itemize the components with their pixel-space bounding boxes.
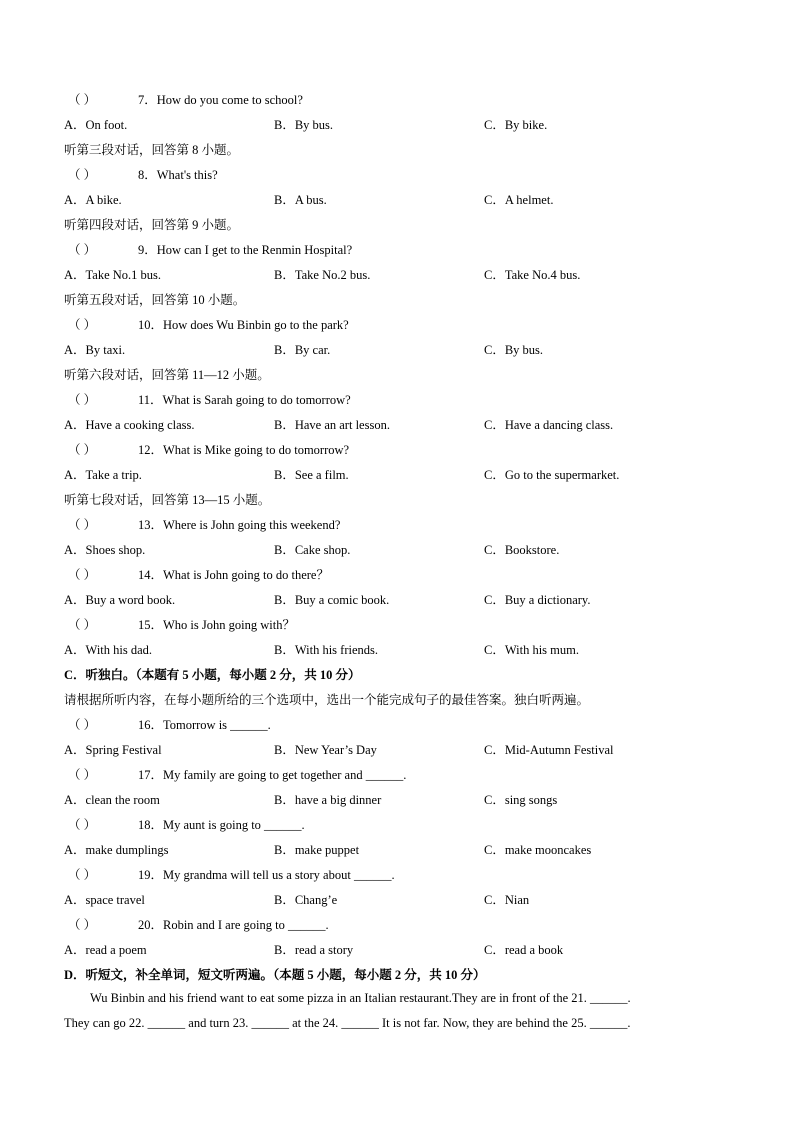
option-b: B．With his friends.: [274, 643, 379, 657]
answer-blank: （ ）: [68, 768, 97, 782]
option-a: A．A bike.: [64, 193, 122, 207]
option-b: B．read a story: [274, 943, 354, 957]
question-text: 20．Robin and I are going to ______.: [138, 918, 329, 932]
question-text: 11．What is Sarah going to do tomorrow?: [138, 393, 351, 407]
question-text: 7．How do you come to school?: [138, 93, 303, 107]
option-b: B．have a big dinner: [274, 793, 382, 807]
section-instruction: 听第四段对话，回答第 9 小题。: [64, 218, 240, 232]
option-c: C．A helmet.: [484, 193, 554, 207]
option-c: C．Buy a dictionary.: [484, 593, 591, 607]
option-c: C．By bus.: [484, 343, 544, 357]
question: [68, 717, 271, 733]
answer-blank: （ ）: [68, 868, 97, 882]
option-a: A．Spring Festival: [64, 743, 162, 757]
answer-blank: （ ）: [68, 518, 97, 532]
question: [68, 317, 349, 333]
answer-blank: （ ）: [68, 393, 97, 407]
option-a: A．By taxi.: [64, 343, 126, 357]
answer-blank: （ ）: [68, 618, 97, 632]
question: [68, 817, 305, 833]
question: [68, 617, 295, 633]
option-a: A．make dumplings: [64, 843, 169, 857]
question: [68, 392, 351, 408]
section-heading: D．听短文，补全单词，短文听两遍。（本题 5 小题，每小题 2 分，共 10 分）: [64, 968, 486, 982]
question-text: 17．My family are going to get together and ______.: [138, 768, 407, 782]
question-text: 19．My grandma will tell us a story about ______.: [138, 868, 395, 882]
section-instruction: 听第七段对话，回答第 13—15 小题。: [64, 493, 271, 507]
option-b: B．Take No.2 bus.: [274, 268, 371, 282]
option-c: C．Have a dancing class.: [484, 418, 614, 432]
answer-blank: （ ）: [68, 318, 97, 332]
option-b: B．By bus.: [274, 118, 334, 132]
option-c: C．With his mum.: [484, 643, 579, 657]
question-text: 8．What's this?: [138, 168, 218, 182]
option-c: C．Bookstore.: [484, 543, 560, 557]
option-c: C．Take No.4 bus.: [484, 268, 581, 282]
option-c: C．Mid-Autumn Festival: [484, 743, 614, 757]
section-instruction: 听第五段对话，回答第 10 小题。: [64, 293, 246, 307]
option-c: C．make mooncakes: [484, 843, 592, 857]
section-instruction: 请根据所听内容，在每小题所给的三个选项中，选出一个能完成句子的最佳答案。独白听两遍。: [64, 693, 590, 707]
option-a: A．read a poem: [64, 943, 147, 957]
option-b: B．make puppet: [274, 843, 360, 857]
question-text: 15．Who is John going with？: [138, 618, 295, 632]
answer-blank: （ ）: [68, 443, 97, 457]
question: [68, 92, 303, 108]
option-c: C．Nian: [484, 893, 530, 907]
option-c: C．sing songs: [484, 793, 558, 807]
question-text: 9．How can I get to the Renmin Hospital?: [138, 243, 353, 257]
section-instruction: 听第三段对话，回答第 8 小题。: [64, 143, 240, 157]
question-text: 12．What is Mike going to do tomorrow?: [138, 443, 350, 457]
question: [68, 567, 329, 583]
answer-blank: （ ）: [68, 918, 97, 932]
question: [68, 242, 352, 258]
option-b: B．New Year’s Day: [274, 743, 377, 757]
option-b: B．A bus.: [274, 193, 327, 207]
option-c: C．By bike.: [484, 118, 548, 132]
answer-blank: （ ）: [68, 718, 97, 732]
question-text: 10．How does Wu Binbin go to the park?: [138, 318, 349, 332]
question: [68, 167, 218, 183]
option-b: B．Chang’e: [274, 893, 338, 907]
option-c: C．Go to the supermarket.: [484, 468, 620, 482]
question-text: 14．What is John going to do there？: [138, 568, 329, 582]
option-a: A．On foot.: [64, 118, 128, 132]
answer-blank: （ ）: [68, 93, 97, 107]
option-a: A．Have a cooking class.: [64, 418, 195, 432]
answer-blank: （ ）: [68, 243, 97, 257]
option-a: A．Shoes shop.: [64, 543, 146, 557]
passage-line-2: They can go 22. ______ and turn 23. ______ at the 24. ______ It is not far. Now, they are behind the 25. ______.: [64, 1016, 631, 1030]
question: [68, 767, 406, 783]
section-heading: C．听独白。（本题有 5 小题，每小题 2 分，共 10 分）: [64, 668, 361, 682]
option-b: B．Buy a comic book.: [274, 593, 390, 607]
answer-blank: （ ）: [68, 818, 97, 832]
option-a: A．With his dad.: [64, 643, 153, 657]
answer-blank: （ ）: [68, 168, 97, 182]
option-a: A．Take No.1 bus.: [64, 268, 162, 282]
question: [68, 917, 329, 933]
option-c: C．read a book: [484, 943, 564, 957]
question-text: 16．Tomorrow is ______.: [138, 718, 271, 732]
option-b: B．Have an art lesson.: [274, 418, 390, 432]
option-a: A．clean the room: [64, 793, 160, 807]
option-a: A．Buy a word book.: [64, 593, 176, 607]
question-text: 13．Where is John going this weekend?: [138, 518, 341, 532]
option-b: B．See a film.: [274, 468, 349, 482]
option-a: A．Take a trip.: [64, 468, 142, 482]
question: [68, 867, 395, 883]
section-instruction: 听第六段对话，回答第 11—12 小题。: [64, 368, 270, 382]
option-b: B．By car.: [274, 343, 331, 357]
question: [68, 442, 349, 458]
passage-line-1: Wu Binbin and his friend want to eat some pizza in an Italian restaurant.They are in front of the 21. ______.: [90, 991, 631, 1005]
option-b: B．Cake shop.: [274, 543, 351, 557]
question-text: 18．My aunt is going to ______.: [138, 818, 305, 832]
question: [68, 517, 340, 533]
answer-blank: （ ）: [68, 568, 97, 582]
option-a: A．space travel: [64, 893, 145, 907]
